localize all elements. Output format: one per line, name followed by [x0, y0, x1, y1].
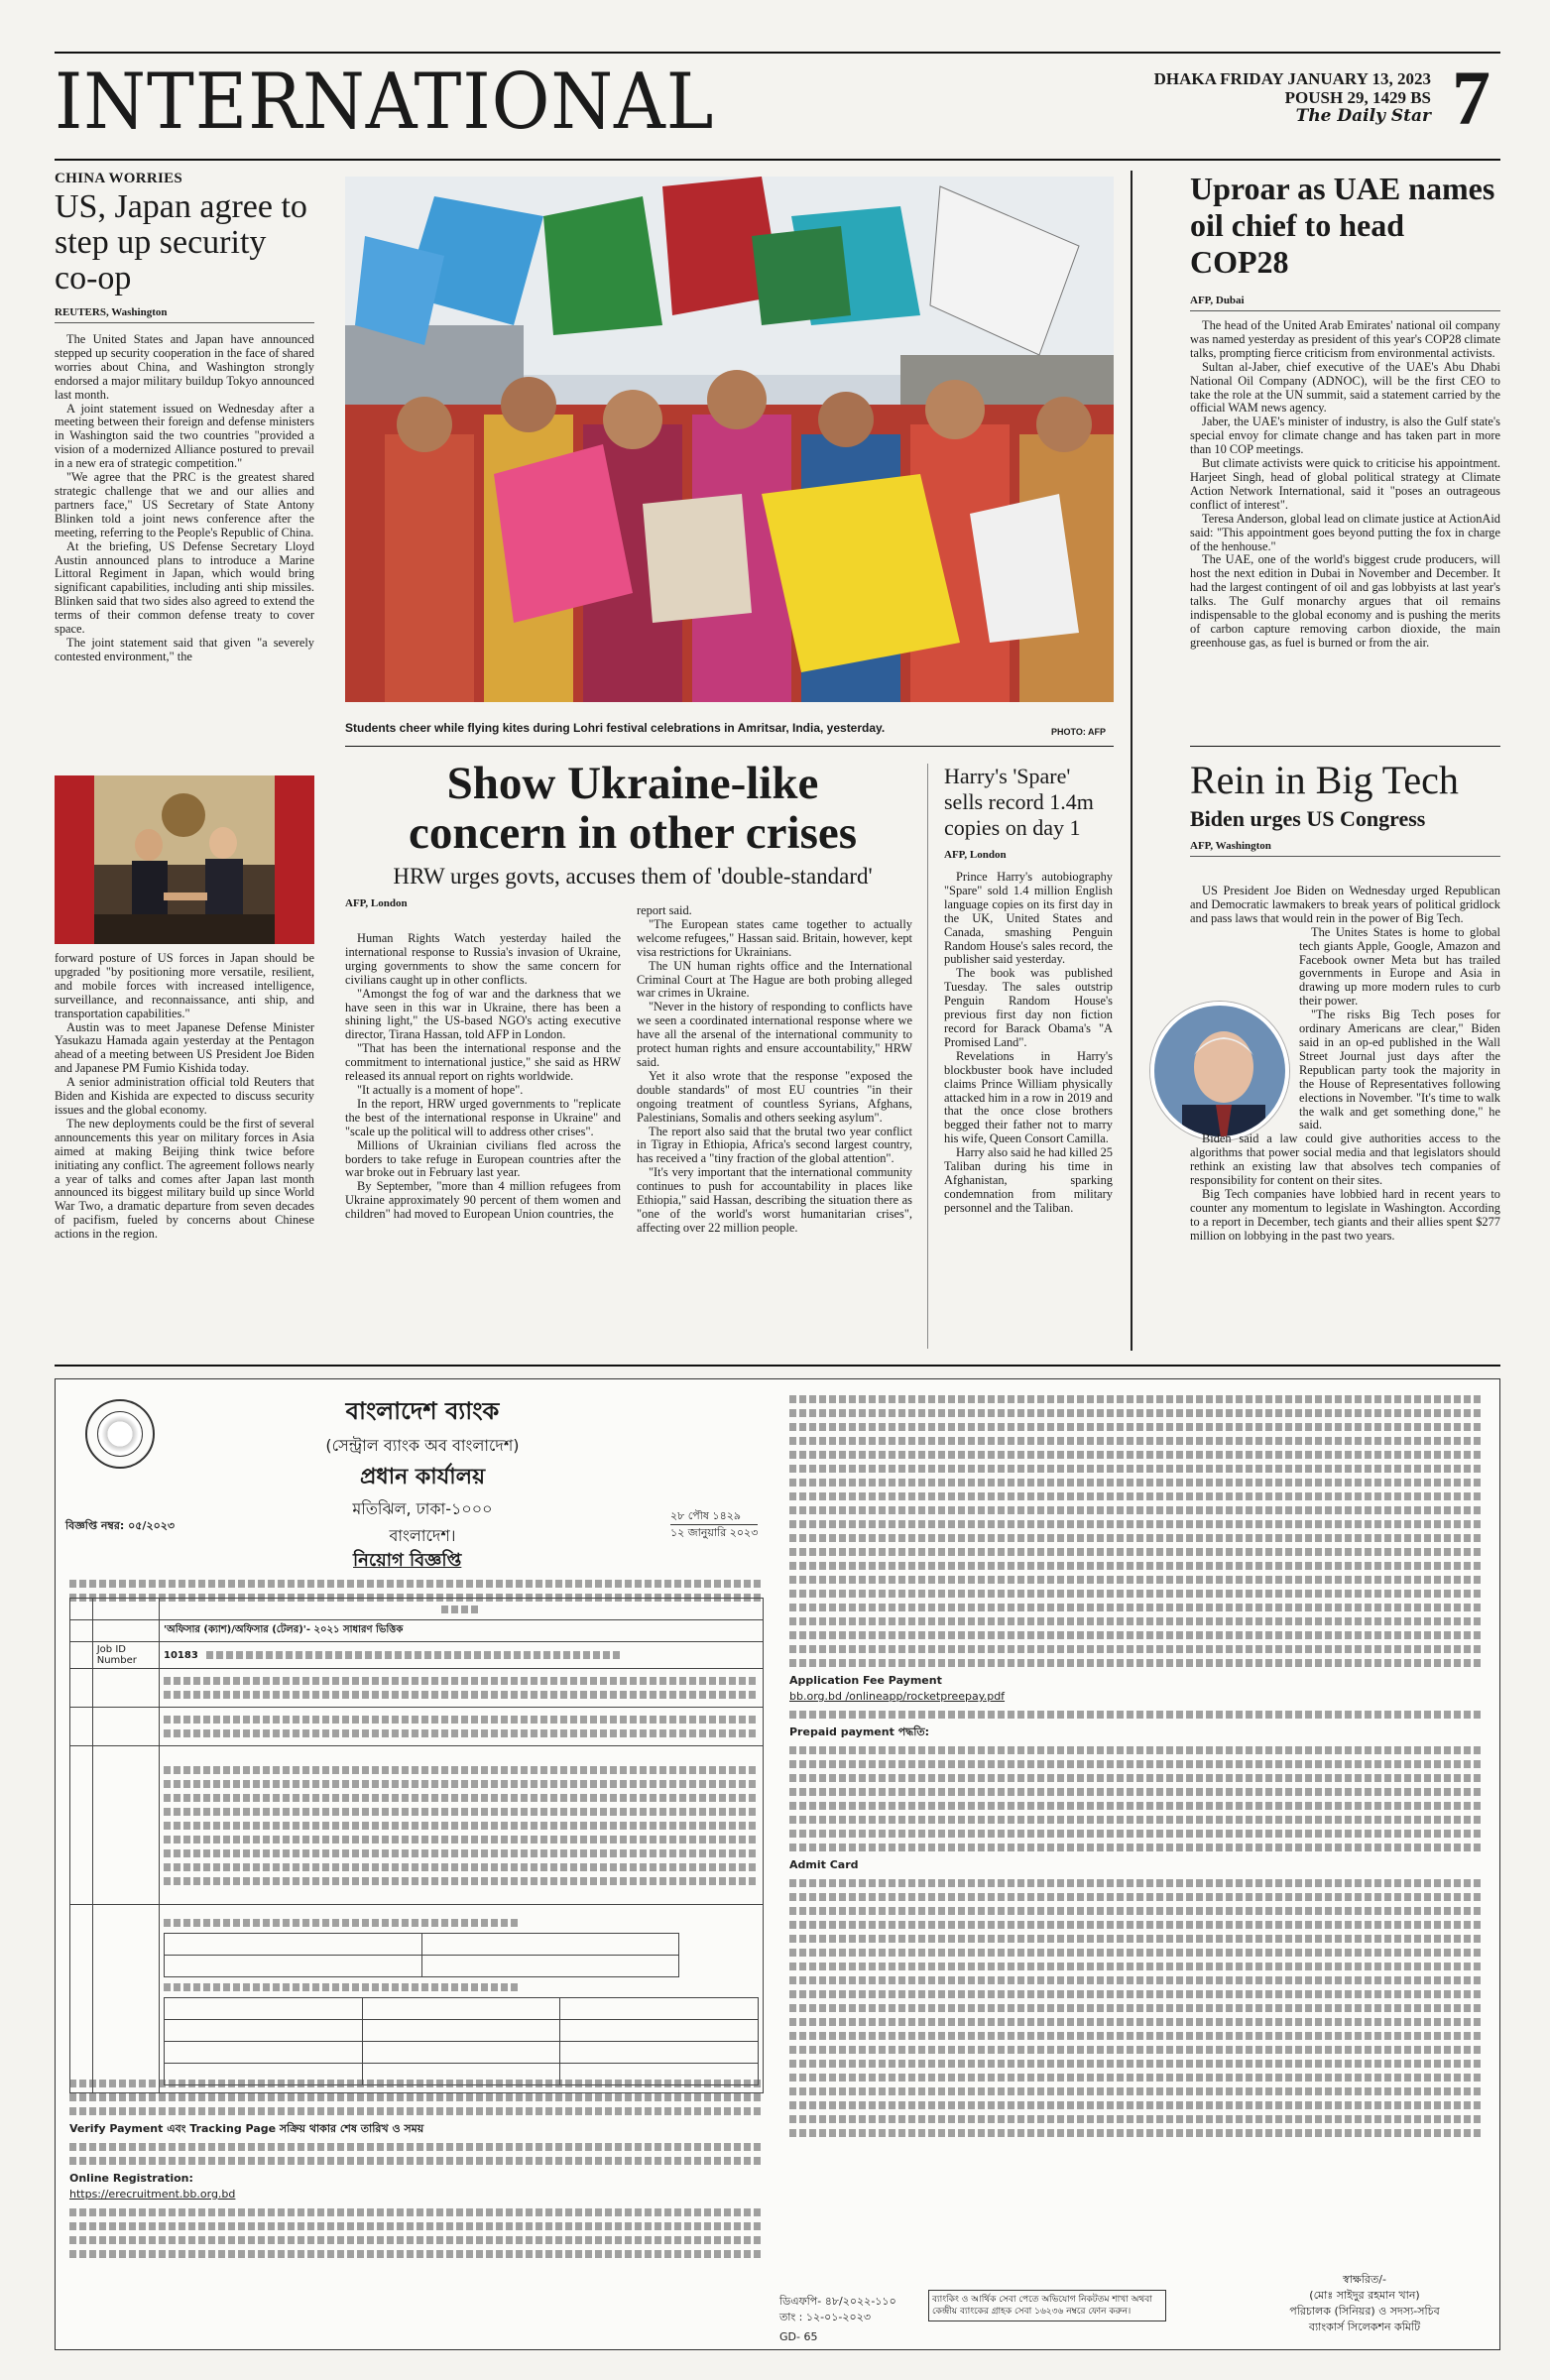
paragraph: By September, "more than 4 million refugees from Ukraine approximately 90 percent of them women and children" had moved to European Union countries, the — [345, 1179, 621, 1222]
erecruitment-link[interactable]: https://erecruitment.bb.org.bd — [69, 2188, 236, 2201]
paragraph: Jaber, the UAE's minister of industry, is also the Gulf state's special envoy for climate change and has taken part in more than 10 COP meetings. — [1190, 415, 1500, 457]
job-id-label: Job ID Number — [92, 1642, 159, 1669]
paragraph: A senior administration official told Reuters that Biden and Kishida are expected to discuss security issues and the global economy. — [55, 1075, 314, 1117]
story-us-japan — [55, 171, 314, 664]
signatory-role: পরিচালক (সিনিয়র) ও সদস্য-সচিব — [1289, 2305, 1440, 2318]
paragraph: forward posture of US forces in Japan should be upgraded "by positioning more versatile, resilient, and mobile forces with increased intelligence, surveillance, and reconnaissance, anti ship, and transportation capabilities." — [55, 951, 314, 1020]
deck: HRW urges govts, accuses them of 'double-standard' — [393, 864, 873, 889]
paragraph: Sultan al-Jaber, chief executive of the UAE's Abu Dhabi National Oil Company (ADNOC), will be the first CEO to take the role at the UN summit, said a statement carried by the official WAM news agency. — [1190, 359, 1500, 416]
paragraph: Prince Harry's autobiography "Spare" sold 1.4 million English language copies on its first day in the UK, United States and Canada, smashing Penguin Random House's sales record, the publisher said yesterday. — [944, 870, 1113, 967]
headline[interactable]: Rein in Big Tech — [1190, 758, 1459, 802]
bangladesh-bank-seal-icon — [85, 1399, 155, 1469]
paragraph: The UN human rights office and the International Criminal Court at The Hague are both probing alleged war crimes in Ukraine. — [637, 958, 912, 1001]
payment-link[interactable]: bb.org.bd /onlineapp/rocketpreepay.pdf — [789, 1690, 1006, 1703]
paragraph: Millions of Ukrainian civilians fled across the borders to take refuge in European countries after the war broke out in February last year. — [345, 1137, 621, 1180]
recruitment-table — [69, 1598, 764, 2093]
org-name-sub: (সেন্ট্রাল ব্যাংক অব বাংলাদেশ) — [325, 1436, 520, 1455]
paragraph: "The risks Big Tech poses for ordinary Americans are clear," Biden said in an op-ed published in the Wall Street Journal just days after the Republican party took the majority in the House of Representatives following elections in November. "It's time to walk the walk and get something done," he said. — [1299, 1008, 1500, 1132]
paragraph: "It's very important that the international community continues to push for accountability in places like Ethiopia," said Hassan, describing the situation there as "one of the world's worst humanitarian crises", affecting over 22 million people. — [637, 1165, 912, 1235]
paragraph: Teresa Anderson, global lead on climate justice at ActionAid said: "This appointment goes beyond putting the fox in charge of the henhouse." — [1190, 511, 1500, 553]
paragraph: Yet it also wrote that the response "exposed the double standards" of most EU countries "in their ongoing treatment of countless Syrians, Afghans, Palestinians, Somalis and others seeking asylum". — [637, 1068, 912, 1125]
ad-top-rule — [55, 1365, 1500, 1367]
paragraph: The head of the United Arab Emirates' national oil company was named yesterday as president of this year's COP28 climate talks, prompting fierce criticism from environmental activists. — [1190, 318, 1500, 360]
headline[interactable]: US, Japan agree to step up security co-op — [55, 188, 307, 297]
column-divider — [927, 764, 928, 1349]
article-body — [1190, 319, 1500, 651]
paragraph: Biden said a law could give authorities access to the algorithms that power social media and that legislators should rethink an existing law that absolves tech companies of responsibility for content on their sites. — [1190, 1131, 1500, 1188]
headline[interactable]: Harry's 'Spare' sells record 1.4m copies on day 1 — [944, 764, 1094, 840]
paragraph: The joint statement said that given "a severely contested environment," the — [55, 635, 314, 663]
org-name: বাংলাদেশ ব্যাংক — [345, 1397, 500, 1425]
paragraph: The UAE, one of the world's biggest crude producers, will host the next edition in Dubai in November and December. It had the largest contingent of oil and gas lobbyists at last year's talks. The Gulf monarchy argues that oil remains indispensable to the global economy and is pushing the merits of carbon capture removing carbon dioxide, the main greenhouse gas, as fuel is burned or from the air. — [1190, 552, 1500, 650]
caption-rule — [345, 746, 1114, 747]
paragraph: In the report, HRW urged governments to "replicate the best of the international response in Ukraine" and "scale up the political will to address other crises". — [345, 1096, 621, 1138]
masthead-rule — [55, 159, 1500, 161]
paper-name: The Daily Star — [1295, 106, 1431, 126]
date-en: ১২ জানুয়ারি ২০২৩ — [670, 1526, 759, 1539]
notice-number: বিজ্ঞপ্তি নম্বর: ০৫/২০২৩ — [65, 1519, 176, 1532]
headline[interactable]: Uproar as UAE names oil chief to head COP28 — [1190, 171, 1495, 280]
byline: AFP, London — [944, 849, 1007, 861]
paragraph: Big Tech companies have lobbied hard in recent years to counter any momentum to legislate in Washington. According to a report in December, tech giants and their allies spent $277 million on lobbying in the past two years. — [1190, 1186, 1500, 1243]
customer-service-box: ব্যাংকিং ও আর্থিক সেবা পেতে অভিযোগ নিকটতম শাখা অথবা কেন্দ্রীয় ব্যাংকের গ্রাহক সেবা ১৬২৩৬ নম্বরে ফোন করুন। — [928, 2290, 1166, 2321]
job-id: 10183 — [164, 1650, 198, 1661]
signatory-committee: ব্যাংকার্স সিলেকশন কমিটি — [1308, 2320, 1421, 2333]
paragraph: Austin was to meet Japanese Defense Minister Yasukazu Hamada again yesterday at the Pentagon ahead of a meeting between US President Joe Biden and Japanese PM Fumio Kishida today. — [55, 1019, 314, 1076]
photo-credit: PHOTO: AFP — [1051, 727, 1107, 737]
paragraph: The United States and Japan have announced stepped up security cooperation in the face of shared worries about China, and Washington strongly endorsed a major military buildup Tokyo announced last month. — [55, 332, 314, 402]
paragraph: A joint statement issued on Wednesday after a meeting between their foreign and defense ministers in Washington said the two countries "provided a vision of a modernized Alliance postured to prevail in a new era of strategic competition." — [55, 401, 314, 471]
admit-card-label: Admit Card — [789, 1858, 859, 1871]
paragraph: "The European states came together to actually welcome refugees," Hassan said. Britain, however, kept visa restrictions for Ukrainians. — [637, 916, 912, 959]
paragraph: Harry also said he had killed 25 Taliban during his time in Afghanistan, sparking condemnation from military personnel and the Taliban. — [944, 1145, 1113, 1215]
paragraph: The report also said that the brutal two year conflict in Tigray in Ethiopia, Africa's second largest country, has received a "tiny fraction of the global attention". — [637, 1124, 912, 1166]
column-divider — [1131, 171, 1133, 1351]
gd-code: GD- 65 — [779, 2330, 818, 2343]
paragraph: US President Joe Biden on Wednesday urged Republican and Democratic lawmakers to break years of political gridlock and pass laws that would rein in the power of Big Tech. — [1190, 884, 1500, 925]
byline: AFP, Dubai — [1190, 295, 1500, 311]
paragraph: Human Rights Watch yesterday hailed the international response to Russia's invasion of Ukraine, urging governments to show the same concern for civilians caught up in other conflicts. — [345, 931, 621, 987]
verify-deadline: Verify Payment এবং Tracking Page সক্রিয় থাকার শেষ তারিখ ও সময় — [69, 2122, 424, 2135]
paragraph: "That has been the international response and the commitment to international justice," she said as HRW released its annual report on rights worldwide. — [345, 1041, 621, 1084]
paragraph: "We agree that the PRC is the greatest shared strategic challenge that we and our allies and partners face," US Secretary of State Antony Blinken told a joint news conference after the meeting, referring to the People's Republic of China. — [55, 470, 314, 539]
article-col-2 — [637, 904, 912, 1236]
article-body — [55, 333, 314, 664]
byline: AFP, Washington — [1190, 840, 1500, 857]
story-bigtech — [1190, 759, 1500, 857]
masthead-rule-top — [55, 52, 1500, 54]
article-body — [944, 871, 1113, 1216]
prepaid-label: Prepaid payment পদ্ধতি: — [789, 1726, 930, 1738]
story-ukraine — [345, 759, 920, 909]
story-uae — [1190, 171, 1500, 651]
kicker: CHINA WORRIES — [55, 171, 183, 186]
date-bn: POUSH 29, 1429 BS — [1284, 88, 1431, 107]
date-en: DHAKA FRIDAY JANUARY 13, 2023 — [1153, 69, 1431, 88]
paragraph: At the briefing, US Defense Secretary Lloyd Austin announced plans to introduce a Marine Littoral Regiment in Japan, which would bring significant capabilities, including anti ship missiles. Blinken said that two sides also agreed to extend the terms of their common defense treaty to cover space. — [55, 538, 314, 637]
left-instructions — [69, 2074, 764, 2264]
recruitment-advertisement — [55, 1378, 1500, 2350]
dateline — [1154, 69, 1431, 126]
headline[interactable]: Show Ukraine-like concern in other crises — [408, 758, 858, 859]
article-col-1 — [345, 932, 621, 1222]
country: বাংলাদেশ। — [389, 1526, 456, 1545]
paragraph: "Amongst the fog of war and the darkness that we have seen in this war in Ukraine, there has been a shining light," the US-based NGO's acting executive director, Tirana Hassan, told AFP in London. — [345, 986, 621, 1042]
application-fee-label: Application Fee Payment — [789, 1674, 942, 1687]
photo-caption: Students cheer while flying kites during Lohri festival celebrations in Amritsar, India, yesterday. — [345, 721, 886, 735]
handshake-photo-icon — [55, 775, 314, 944]
story-separator — [1190, 746, 1500, 747]
byline: AFP, London — [345, 897, 408, 909]
page-number: 7 — [1452, 55, 1490, 141]
office-address: মতিঝিল, ঢাকা-১০০০ — [352, 1499, 493, 1518]
byline: REUTERS, Washington — [55, 306, 314, 323]
photo-lohri-kites — [345, 177, 1114, 702]
ref-number: ডিএফপি- ৪৮/২০২২-১১০ — [779, 2295, 896, 2308]
paragraph: The Unites States is home to global tech giants Apple, Google, Amazon and Facebook owner Meta but has trailed governments in Europe and Asia in drawing up more modern rules to curb their power. — [1299, 924, 1500, 1009]
signature-block — [1246, 2272, 1484, 2335]
section-title: INTERNATIONAL — [55, 58, 715, 147]
paragraph: The new deployments could be the first of several announcements this year on military forces in Asia aimed at making Beijing think twice before initiating any conflict. The agreement follows nearly a year of talks and comes after Japan last month announced its biggest military build up since World War Two, a dramatic departure from seven decades of pacifism, fueled by concerns about Chinese actions in the region. — [55, 1116, 314, 1242]
signature-label: স্বাক্ষরিত/- — [1343, 2273, 1386, 2286]
photo-blinken-hayashi — [55, 775, 314, 944]
kite-festival-photo-icon — [345, 177, 1114, 702]
article-body — [1190, 885, 1500, 1244]
office-name: প্রধান কার্যালয় — [359, 1465, 486, 1489]
paragraph: Revelations in Harry's blockbuster book have included claims Prince William physically attacked him in a row in 2019 and that the once close brothers begged their father not to marry his wife, Queen Consort Camilla. — [944, 1048, 1113, 1146]
paragraph: The book was published Tuesday. The sales outstrip Penguin Random House's previous first day non fiction record for Barack Obama's "A Promised Land". — [944, 966, 1113, 1049]
signatory-name: (মোঃ সাইদুর রহমান খান) — [1309, 2289, 1420, 2302]
date-bn: ২৮ পৌষ ১৪২৯ — [670, 1509, 741, 1522]
online-registration-label: Online Registration: — [69, 2172, 193, 2185]
deck: Biden urges US Congress — [1190, 806, 1426, 831]
ref-date: তাং : ১২-০১-২০২৩ — [779, 2311, 872, 2323]
paragraph: But climate activists were quick to criticise his appointment. Harjeet Singh, head of global political strategy at Climate Action Network International, said it "poses an outrageous conflict of interest". — [1190, 456, 1500, 512]
paragraph: "Never in the history of responding to conflicts have we seen a coordinated international response where we have all the arsenal of the international community to protect human rights and ensure accountability," HRW said. — [637, 1000, 912, 1069]
paragraph: "It actually is a moment of hope". — [357, 1082, 524, 1097]
ad-header — [303, 1393, 541, 1550]
article-body-continued — [55, 952, 314, 1242]
right-instructions — [789, 1389, 1484, 2143]
paragraph: report said. — [637, 903, 692, 917]
story-harry — [944, 764, 1113, 1216]
post-name: 'অফিসার (ক্যাশ)/অফিসার (টেলর)'- ২০২১ সাধারণ ভিত্তিক — [160, 1620, 764, 1642]
notice-title: নিয়োগ বিজ্ঞপ্তি — [353, 1550, 462, 1571]
